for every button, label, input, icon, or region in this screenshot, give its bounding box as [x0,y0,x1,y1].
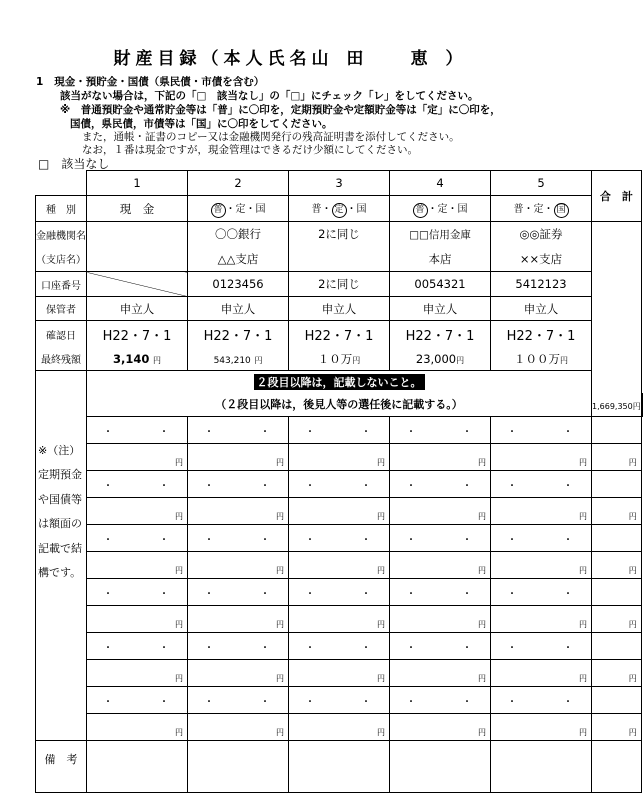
amount-yen[interactable]: 円 [390,606,491,633]
opt-futsu[interactable]: 普 [513,203,524,215]
side-note-3: や国債等 [38,492,82,506]
total-yen: 円 [592,444,642,471]
date-dots[interactable]: ・ ・ [289,579,390,606]
balance-unit: 円 [153,355,162,365]
branch-4[interactable]: 本店 [390,247,491,272]
amount-yen[interactable]: 円 [289,660,390,687]
balance-1[interactable] [87,348,188,371]
date-dots[interactable]: ・ ・ [188,417,289,444]
total-yen: 円 [592,498,642,525]
entry-amounts-4 [36,606,643,633]
type-cash: 現 金 [87,196,188,222]
balance-value: 543,210 [213,355,251,366]
owner-name [312,49,463,69]
opt-futsu[interactable]: 普 [413,203,428,218]
date-dots[interactable]: ・ ・ [390,633,491,660]
institution-row [36,222,643,247]
confirm-5[interactable]: H22・7・1 [491,321,592,348]
balance-2[interactable] [188,348,289,371]
amount-yen[interactable]: 円 [390,660,491,687]
total-yen: 円 [592,660,642,687]
col-number-3: 3 [289,171,390,196]
confirm-2[interactable]: H22・7・1 [188,321,289,348]
type-select-2[interactable]: 普 ・定・国 [188,196,289,222]
total-yen: 円 [592,552,642,579]
amount-yen[interactable]: 円 [289,552,390,579]
side-note-2: 定期預金 [38,468,82,481]
entry-dates-5 [36,633,643,660]
entry-dates-3 [36,525,643,552]
instruction-line-2: ※ 普通預貯金や通常貯金等は「普」に〇印を，定期預貯金や定額貯金等は「定」に〇印を， [60,104,501,116]
banner-left [36,371,87,393]
entry-amounts-5 [36,660,643,687]
remarks-1[interactable] [87,741,188,793]
branch-3[interactable] [289,247,390,272]
corner-cell [36,171,87,196]
amount-yen[interactable]: 円 [491,444,592,471]
subnote-text: （２段目以降は，後見人等の選任後に記載する。） [87,393,592,417]
institution-1[interactable] [87,222,188,247]
amount-yen[interactable]: 円 [188,444,289,471]
amount-yen[interactable]: 円 [87,660,188,687]
date-dots[interactable]: ・ ・ [289,471,390,498]
confirm-label: 確認日 [36,321,87,348]
opt-koku[interactable]: 国 [554,203,569,218]
none-checkbox[interactable]: □ 該当なし [38,157,110,171]
institution-label: 金融機関名 [36,222,87,247]
amount-yen[interactable]: 円 [87,444,188,471]
entry-amounts-1 [36,444,643,471]
subnote-left [36,393,87,417]
type-row [36,196,643,222]
date-dots[interactable]: ・ ・ [390,471,491,498]
date-dots[interactable]: ・ ・ [390,417,491,444]
type-select-4[interactable]: 普 ・定・国 [390,196,491,222]
amount-yen[interactable]: 円 [188,714,289,741]
date-dots[interactable]: ・ ・ [87,471,188,498]
amount-yen[interactable]: 円 [188,606,289,633]
opt-teiki[interactable]: 定 [235,203,246,215]
custodian-label: 保管者 [36,297,87,321]
name-sei: 山 [311,49,329,69]
total-dots [592,579,642,606]
side-note [36,417,87,741]
branch-2[interactable]: △△支店 [188,247,289,272]
page-title [0,44,576,69]
entry-amounts-2 [36,498,643,525]
opt-teiki[interactable]: 定 [533,203,544,215]
date-dots[interactable]: ・ ・ [390,525,491,552]
total-dots [592,525,642,552]
title-close: ） [445,49,463,69]
column-number-row [36,171,643,196]
date-dots[interactable]: ・ ・ [87,417,188,444]
date-dots[interactable]: ・ ・ [390,687,491,714]
date-dots[interactable]: ・ ・ [87,633,188,660]
banner-cell [87,371,592,393]
date-dots[interactable]: ・ ・ [188,579,289,606]
balance-unit: 円 [456,355,465,365]
opt-koku[interactable]: 国 [255,203,266,215]
balance-value: １０万 [317,351,353,366]
entry-dates-1 [36,417,643,444]
date-dots[interactable]: ・ ・ [188,633,289,660]
amount-yen[interactable]: 円 [87,606,188,633]
assets-table [35,170,643,793]
account-row [36,272,643,297]
amount-yen[interactable]: 円 [390,444,491,471]
entry-amounts-3 [36,552,643,579]
col-number-2: 2 [188,171,289,196]
amount-yen[interactable]: 円 [491,552,592,579]
banner-text: ２段目以降は，記載しないこと。 [254,374,425,390]
balance-4[interactable] [390,348,491,371]
opt-futsu[interactable]: 普 [311,203,322,215]
amount-yen[interactable]: 円 [390,552,491,579]
amount-yen[interactable]: 円 [188,552,289,579]
entry-dates-4 [36,579,643,606]
amount-yen[interactable]: 円 [289,498,390,525]
balance-row [36,348,643,371]
date-dots[interactable]: ・ ・ [289,525,390,552]
amount-yen[interactable]: 円 [87,498,188,525]
balance-5[interactable] [491,348,592,371]
amount-yen[interactable]: 円 [390,714,491,741]
account-label: 口座番号 [36,272,87,297]
total-dots [592,687,642,714]
date-dots[interactable]: ・ ・ [289,633,390,660]
amount-yen[interactable]: 円 [188,660,289,687]
institution-2[interactable]: 〇〇銀行 [188,222,289,247]
remarks-total[interactable] [592,741,642,793]
custodian-3[interactable]: 申立人 [289,297,390,321]
date-dots[interactable]: ・ ・ [188,687,289,714]
balance-value: 3,140 [112,351,150,366]
col-number-1: 1 [87,171,188,196]
confirm-row [36,321,643,348]
amount-yen[interactable]: 円 [491,660,592,687]
confirm-3[interactable]: H22・7・1 [289,321,390,348]
remarks-label: 備 考 [36,741,87,793]
side-note-4: は額面の [38,517,82,530]
type-select-5[interactable]: 普・定・ 国 [491,196,592,222]
opt-teiki[interactable]: 定 [437,203,448,215]
account-2[interactable]: 0123456 [188,272,289,297]
balance-unit: 円 [254,355,263,365]
amount-yen[interactable]: 円 [289,606,390,633]
date-dots[interactable]: ・ ・ [491,417,592,444]
type-label: 種 別 [36,196,87,222]
instruction-line-1: 該当がない場合は，下記の「□ 該当なし」の「□」にチェック「レ」をしてください。 [60,90,479,102]
total-header: 合 計 [592,171,642,222]
entry-dates-6 [36,687,643,714]
balance-3[interactable] [289,348,390,371]
custodian-4[interactable]: 申立人 [390,297,491,321]
custodian-5[interactable]: 申立人 [491,297,592,321]
side-note-1: ※（注） [38,443,81,457]
total-dots [592,471,642,498]
date-dots[interactable]: ・ ・ [87,525,188,552]
opt-futsu[interactable]: 普 [211,203,226,218]
total-yen: 円 [592,714,642,741]
account-3[interactable]: 2に同じ [289,272,390,297]
date-dots[interactable]: ・ ・ [188,525,289,552]
branch-label: （支店名） [36,247,87,272]
date-dots[interactable]: ・ ・ [188,471,289,498]
entry-amounts-6 [36,714,643,741]
date-dots[interactable]: ・ ・ [289,417,390,444]
balance-value: 23,000 [415,351,457,366]
confirm-1[interactable]: H22・7・1 [87,321,188,348]
branch-5[interactable]: ××支店 [491,247,592,272]
amount-yen[interactable]: 円 [491,498,592,525]
instruction-line-3: 国債，県民債，市債等は「国」に〇印をしてください。 [70,118,333,130]
institution-4[interactable]: □□信用金庫 [390,222,491,247]
custodian-2[interactable]: 申立人 [188,297,289,321]
account-5[interactable]: 5412123 [491,272,592,297]
instruction-line-5: なお，１番は現金ですが，現金管理はできるだけ少額にしてください。 [82,144,418,156]
subnote-right [641,393,642,417]
side-note-6: 構です。 [38,566,82,579]
name-mid: 田 [346,49,364,69]
account-1-na [87,272,188,297]
amount-yen[interactable]: 円 [390,498,491,525]
date-dots[interactable]: ・ ・ [491,525,592,552]
type-select-3[interactable]: 普・ 定 ・国 [289,196,390,222]
opt-teiki[interactable]: 定 [332,203,347,218]
date-dots[interactable]: ・ ・ [390,579,491,606]
amount-yen[interactable]: 円 [491,606,592,633]
amount-yen[interactable]: 円 [188,498,289,525]
col-number-5: 5 [491,171,592,196]
date-dots[interactable]: ・ ・ [491,579,592,606]
name-mei: 恵 [410,49,428,69]
opt-koku[interactable]: 国 [457,203,468,215]
amount-yen[interactable]: 円 [87,714,188,741]
total-yen: 円 [592,606,642,633]
remarks-4[interactable] [390,741,491,793]
custodian-row [36,297,643,321]
section-heading [36,76,264,89]
branch-row [36,247,643,272]
remarks-2[interactable] [188,741,289,793]
date-dots[interactable]: ・ ・ [491,633,592,660]
amount-yen[interactable]: 円 [87,552,188,579]
amount-yen[interactable]: 円 [491,714,592,741]
date-dots[interactable]: ・ ・ [491,687,592,714]
institution-3[interactable]: 2に同じ [289,222,390,247]
title-main: 財産目録（本人氏名 [113,49,312,69]
balance-value: １００万 [514,351,560,366]
entry-dates-2 [36,471,643,498]
instruction-line-4: また，通帳・証書のコピー又は金融機関発行の残高証明書を添付してください。 [82,131,460,143]
col-number-4: 4 [390,171,491,196]
institution-5[interactable]: ◎◎証券 [491,222,592,247]
amount-yen[interactable]: 円 [289,714,390,741]
opt-koku[interactable]: 国 [356,203,367,215]
side-note-5: 記載で結 [38,541,82,555]
section-heading-text: 現金・預貯金・国債（県民債・市債を含む） [54,76,265,88]
total-cell [592,222,642,417]
date-dots[interactable]: ・ ・ [87,579,188,606]
date-dots[interactable]: ・ ・ [491,471,592,498]
remarks-5[interactable] [491,741,592,793]
total-dots [592,417,642,444]
balance-unit: 円 [352,355,361,365]
remarks-3[interactable] [289,741,390,793]
subnote-row [36,393,643,417]
account-4[interactable]: 0054321 [390,272,491,297]
total-dots [592,633,642,660]
date-dots[interactable]: ・ ・ [289,687,390,714]
balance-label: 最終残額 [36,348,87,371]
banner-row [36,371,643,393]
branch-1[interactable] [87,247,188,272]
remarks-row [36,741,643,793]
date-dots[interactable]: ・ ・ [87,687,188,714]
amount-yen[interactable]: 円 [289,444,390,471]
balance-total: 1,669,350円 [592,402,641,411]
section-number: 1 [36,76,44,88]
balance-unit: 円 [560,355,568,365]
custodian-1[interactable]: 申立人 [87,297,188,321]
confirm-4[interactable]: H22・7・1 [390,321,491,348]
